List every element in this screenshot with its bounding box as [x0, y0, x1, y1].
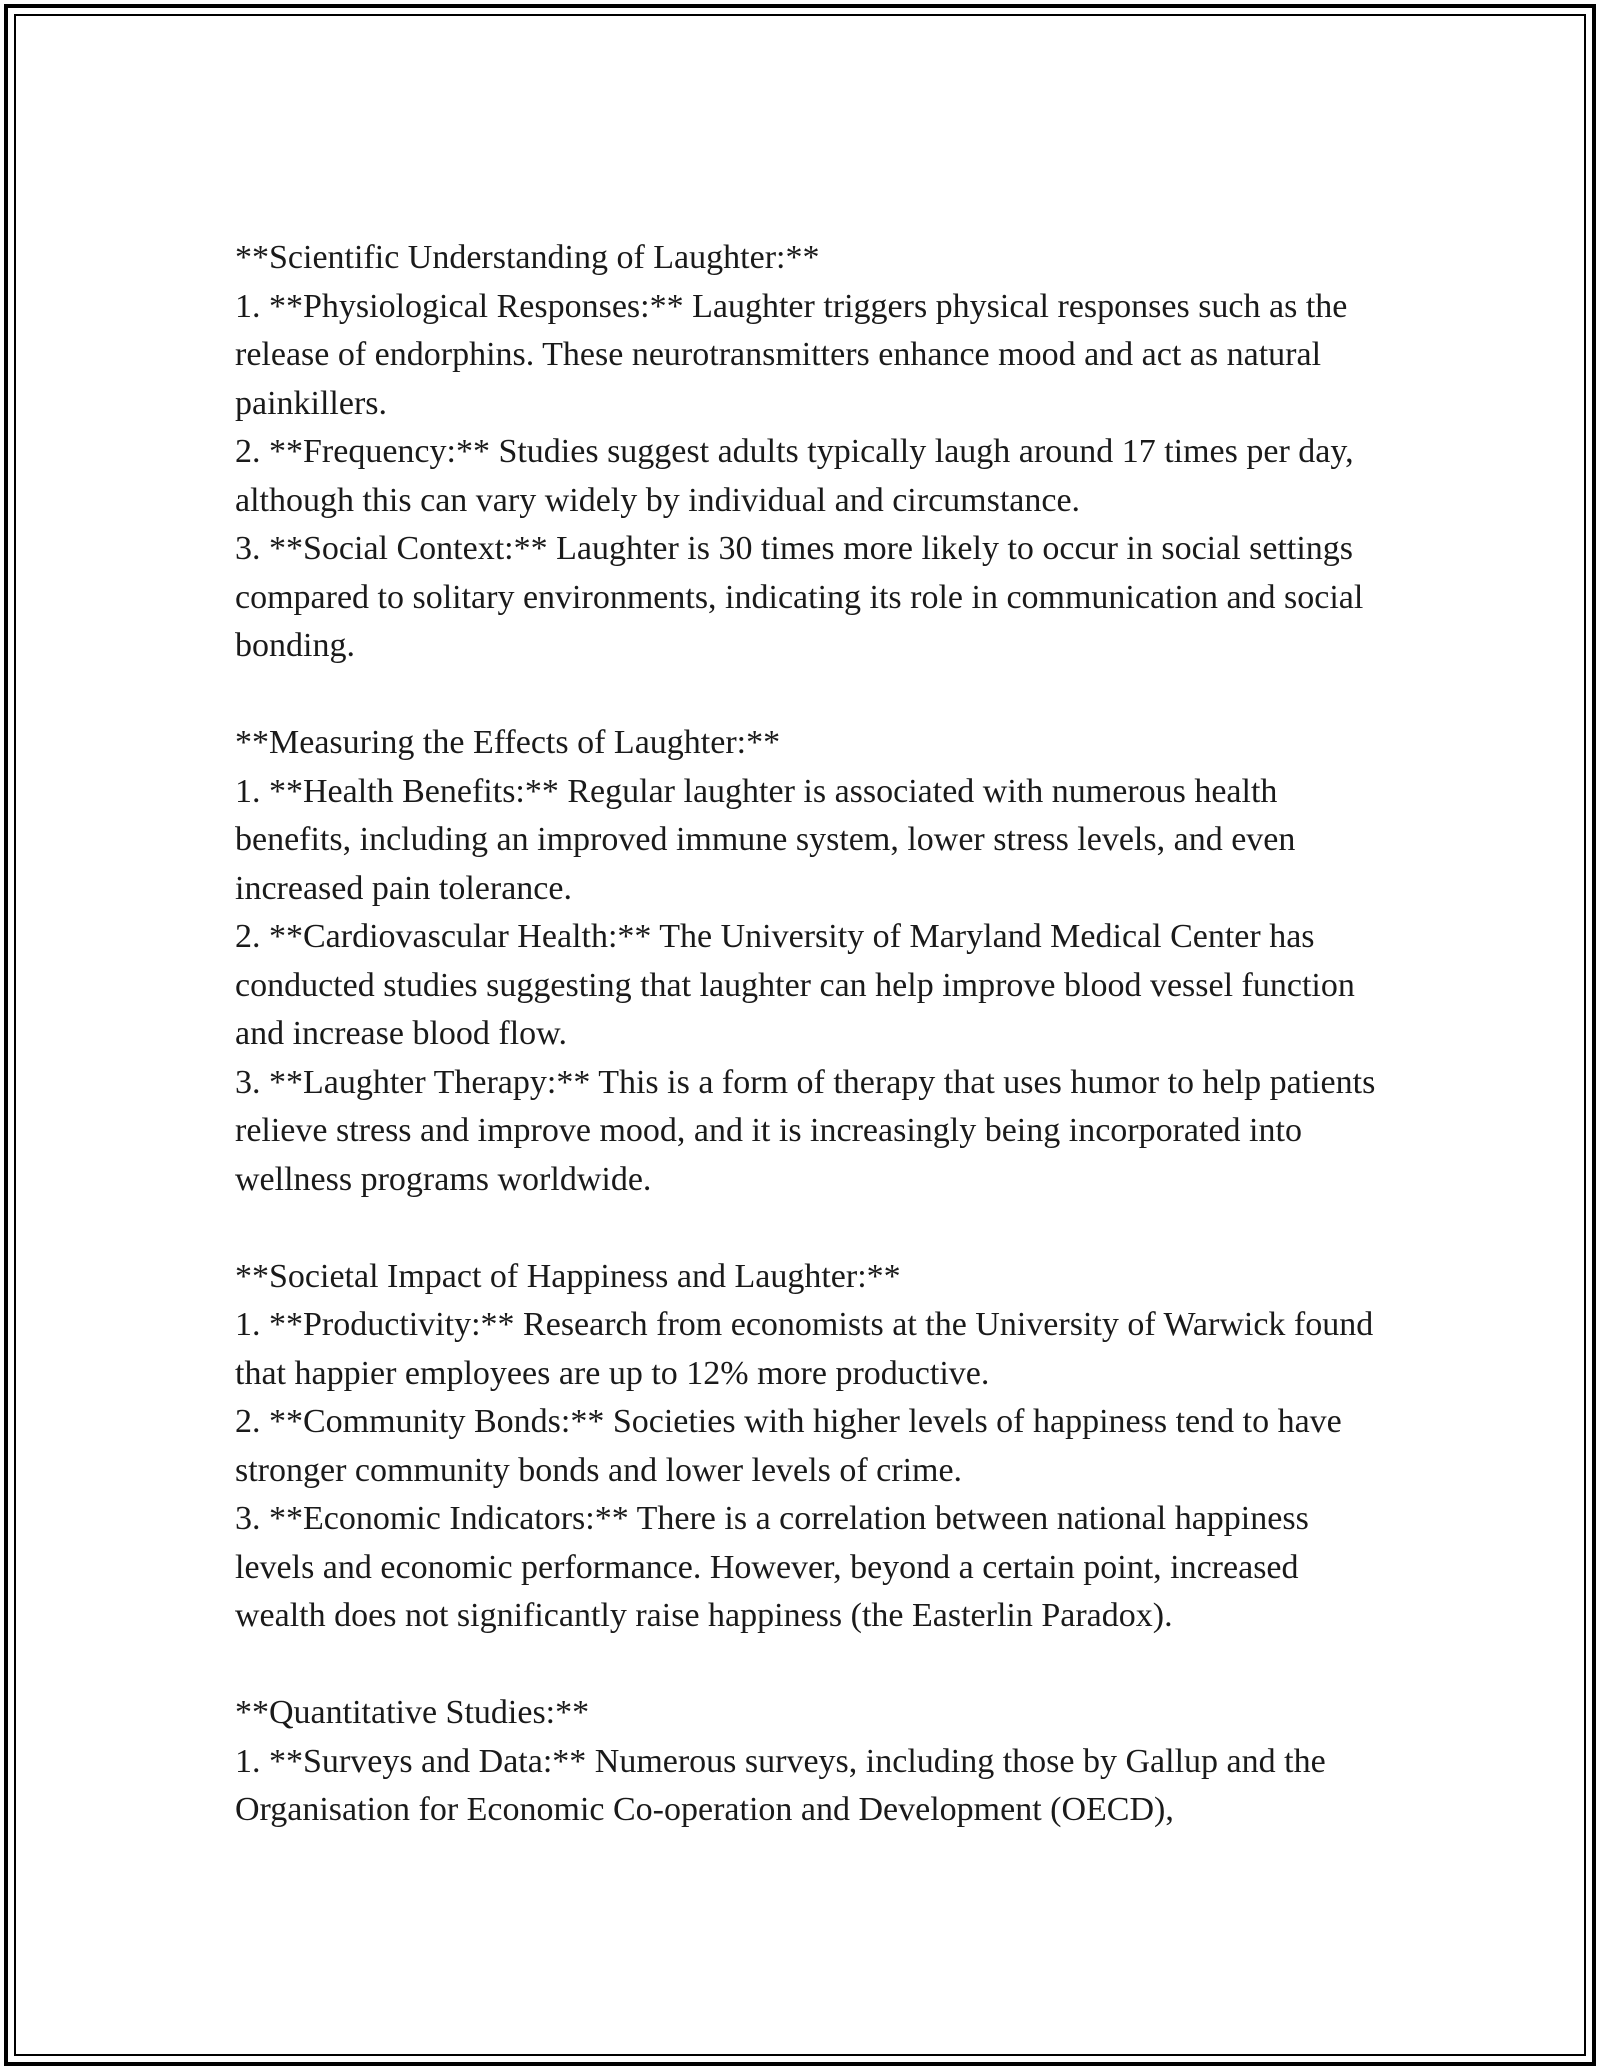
section-quantitative-studies	[235, 1689, 1385, 1835]
list-item: 1. **Surveys and Data:** Numerous surveys, including those by Gallup and the Organisation for Economic Co-operation and Development (OECD),	[235, 1742, 1326, 1828]
section-societal-impact	[235, 1253, 1385, 1641]
section-heading: **Societal Impact of Happiness and Laughter:**	[235, 1257, 901, 1295]
section-heading: **Measuring the Effects of Laughter:**	[235, 724, 781, 761]
section-heading: **Quantitative Studies:**	[235, 1694, 590, 1731]
list-item: 2. **Frequency:** Studies suggest adults typically laugh around 17 times per day, although this can vary widely by individual and circumstance.	[235, 433, 1354, 519]
list-item: 3. **Social Context:** Laughter is 30 times more likely to occur in social settings compared to solitary environments, indicating its role in communication and social bonding.	[235, 530, 1364, 664]
document-body	[235, 234, 1385, 1883]
section-heading: **Scientific Understanding of Laughter:**	[235, 239, 820, 276]
list-item: 3. **Laughter Therapy:** This is a form of therapy that uses humor to help patients relieve stress and improve mood, and it is increasingly being incorporated into wellness programs worldwide.	[235, 1063, 1376, 1198]
list-item: 1. **Physiological Responses:** Laughter triggers physical responses such as the release of endorphins. These neurotransmitters enhance mood and act as natural painkillers.	[235, 287, 1348, 422]
list-item: 1. **Health Benefits:** Regular laughter is associated with numerous health benefits, including an improved immune system, lower stress levels, and even increased pain tolerance.	[235, 772, 1296, 907]
list-item: 2. **Community Bonds:** Societies with higher levels of happiness tend to have stronger community bonds and lower levels of crime.	[235, 1403, 1342, 1489]
list-item: 1. **Productivity:** Research from economists at the University of Warwick found that happier employees are up to 12% more productive.	[235, 1306, 1374, 1392]
section-scientific-understanding	[235, 234, 1385, 671]
section-measuring-effects	[235, 719, 1385, 1204]
list-item: 2. **Cardiovascular Health:** The University of Maryland Medical Center has conducted studies suggesting that laughter can help improve blood vessel function and increase blood flow.	[235, 918, 1355, 1052]
list-item: 3. **Economic Indicators:** There is a correlation between national happiness levels and economic performance. However, beyond a certain point, increased wealth does not significantly raise happiness (the Easterlin Paradox).	[235, 1500, 1309, 1634]
